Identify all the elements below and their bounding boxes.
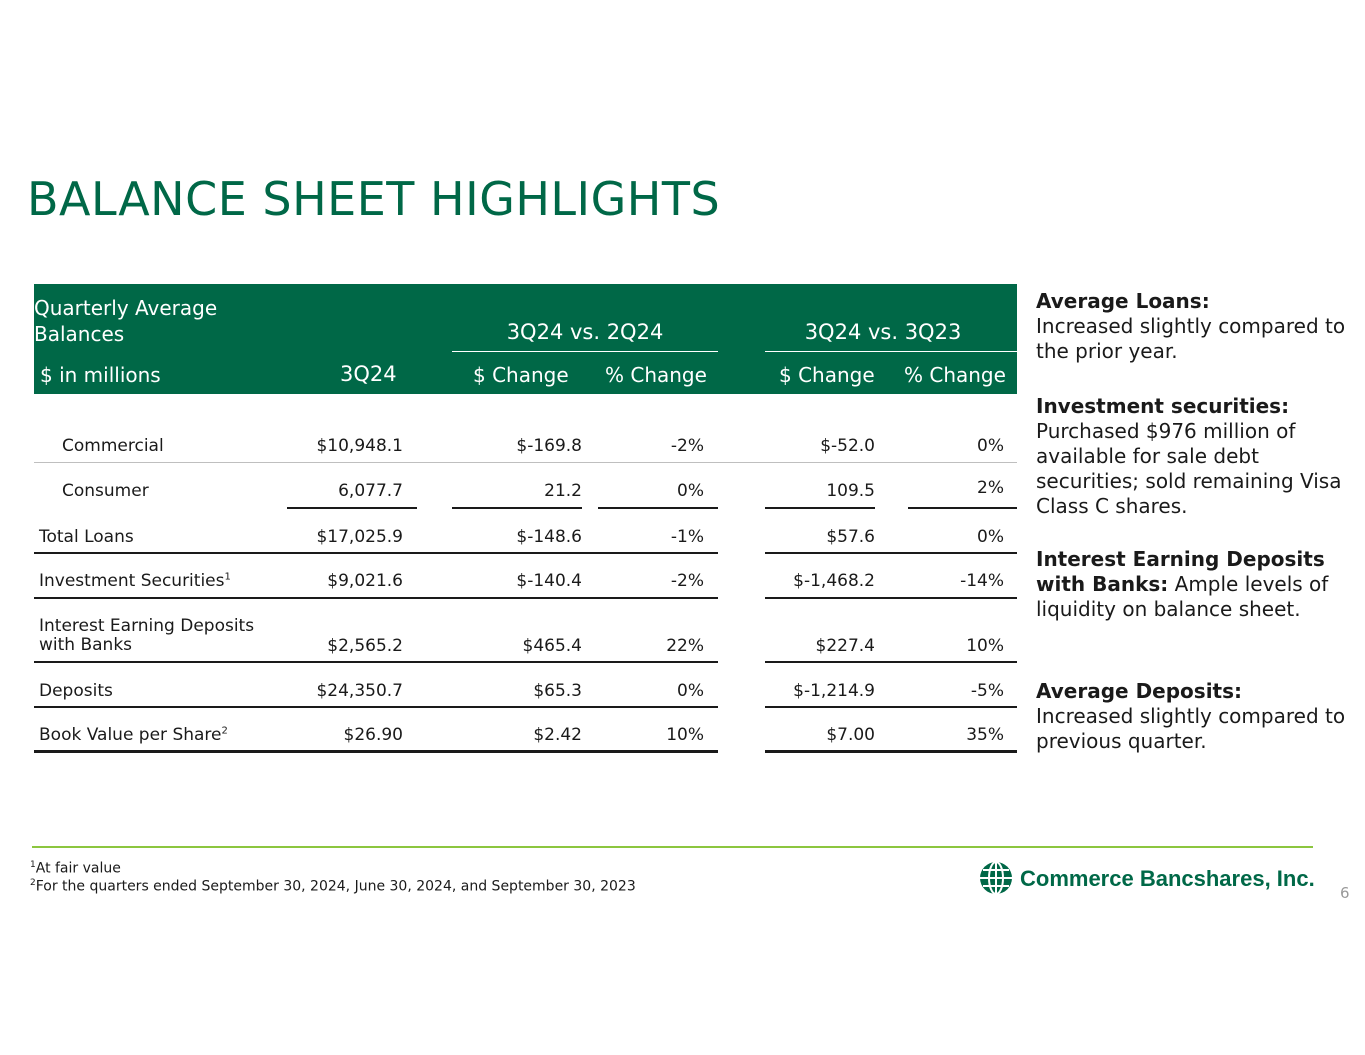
group1-underline: [452, 351, 718, 352]
footer-divider: [32, 846, 1313, 848]
cell-p2: 10%: [966, 636, 1004, 656]
cell-3q24: 6,077.7: [338, 481, 403, 501]
cell-p1: -1%: [670, 527, 704, 547]
cell-p1: -2%: [670, 571, 704, 591]
cell-d2: $-1,214.9: [793, 681, 875, 701]
cell-d1: $465.4: [522, 636, 582, 656]
table-header: [34, 284, 1017, 394]
cell-d2: $-52.0: [820, 436, 875, 456]
subtotal-rule: [287, 507, 417, 509]
row-rule: [765, 552, 1017, 554]
side-note-text: Purchased $976 million of available for sale debt securities; sold remaining Visa Class C shares.: [1036, 419, 1342, 518]
cell-p1: 10%: [666, 725, 704, 745]
row-rule: [765, 706, 1017, 708]
cell-d1: $-148.6: [516, 527, 582, 547]
row-label: Interest Earning Deposits with Banks: [39, 616, 255, 655]
row-label: Deposits: [39, 681, 113, 701]
cell-d2: $57.6: [826, 527, 875, 547]
cell-d1: $65.3: [533, 681, 582, 701]
g2-dollar-change: $ Change: [779, 363, 875, 387]
cell-p1: -2%: [670, 436, 704, 456]
cell-d2: $7.00: [826, 725, 875, 745]
cell-d1: $-169.8: [516, 436, 582, 456]
row-label: Total Loans: [39, 527, 134, 547]
group1-header: 3Q24 vs. 2Q24: [506, 320, 664, 344]
row-label: Book Value per Share$^2$: [39, 725, 228, 745]
subtotal-rule: [908, 507, 1017, 509]
cell-d2: $-1,468.2: [793, 571, 875, 591]
subtotal-rule: [452, 507, 582, 509]
side-note-head: Average Deposits:: [1036, 679, 1243, 703]
unit-label: $ in millions: [40, 363, 161, 387]
footnote-2: $^2$For the quarters ended September 30, 2024, June 30, 2024, and September 30, 2023: [30, 878, 636, 895]
cell-d1: $-140.4: [516, 571, 582, 591]
side-note-deposits-banks: [1036, 547, 1346, 622]
cell-3q24: $24,350.7: [316, 681, 403, 701]
side-note-text: Increased slightly compared to the prior year.: [1036, 314, 1346, 363]
subtotal-rule: [765, 507, 875, 509]
row-rule: [34, 597, 718, 599]
page-title: BALANCE SHEET HIGHLIGHTS: [27, 172, 721, 226]
company-logo-text: Commerce Bancshares, Inc.: [1020, 866, 1315, 891]
row-rule: [34, 552, 718, 554]
group2-underline: [765, 351, 1017, 352]
side-note-loans: [1036, 289, 1346, 364]
cell-p1: 22%: [666, 636, 704, 656]
col-3q24-header: 3Q24: [340, 362, 397, 386]
cell-p2: 35%: [966, 725, 1004, 745]
row-rule: [34, 661, 718, 663]
cell-3q24: $2,565.2: [327, 636, 403, 656]
cell-d1: $2.42: [533, 725, 582, 745]
g1-dollar-change: $ Change: [473, 363, 569, 387]
cell-p2: 2%: [977, 478, 1004, 498]
side-note-investments: [1036, 394, 1346, 519]
cell-d1: 21.2: [544, 481, 582, 501]
row-label: Investment Securities$^1$: [39, 571, 231, 591]
side-note-head: Interest Earning Deposits with Banks:: [1036, 547, 1325, 596]
side-note-head: Investment securities:: [1036, 394, 1290, 418]
g1-pct-change: % Change: [605, 363, 707, 387]
row-divider: [34, 462, 1017, 463]
subtotal-rule: [598, 507, 718, 509]
cell-3q24: $26.90: [343, 725, 403, 745]
footnote-1: $^1$At fair value: [30, 860, 121, 877]
cell-p1: 0%: [677, 481, 704, 501]
row-rule: [765, 661, 1017, 663]
row-rule: [34, 706, 718, 708]
cell-p2: 0%: [977, 527, 1004, 547]
cell-p2: -5%: [970, 681, 1004, 701]
table-bottom-rule: [34, 750, 718, 753]
cell-d2: $227.4: [815, 636, 875, 656]
side-note-head: Average Loans:: [1036, 289, 1210, 313]
table-bottom-rule: [765, 750, 1017, 753]
page-number: 6: [1340, 884, 1350, 902]
globe-logo-icon: [978, 860, 1014, 896]
cell-p2: -14%: [960, 571, 1004, 591]
cell-3q24: $17,025.9: [316, 527, 403, 547]
cell-p1: 0%: [677, 681, 704, 701]
cell-3q24: $9,021.6: [327, 571, 403, 591]
header-left-label: Quarterly Average Balances: [34, 296, 218, 346]
row-rule: [765, 597, 1017, 599]
row-label: Commercial: [62, 436, 164, 456]
cell-d2: 109.5: [826, 481, 875, 501]
group2-header: 3Q24 vs. 3Q23: [804, 320, 962, 344]
side-note-avg-deposits: [1036, 679, 1346, 754]
side-note-text: Ample levels of liquidity on balance sheet.: [1036, 572, 1329, 621]
side-note-text: Increased slightly compared to previous quarter.: [1036, 704, 1346, 753]
g2-pct-change: % Change: [904, 363, 1006, 387]
cell-3q24: $10,948.1: [316, 436, 403, 456]
row-label: Consumer: [62, 481, 149, 501]
cell-p2: 0%: [977, 436, 1004, 456]
